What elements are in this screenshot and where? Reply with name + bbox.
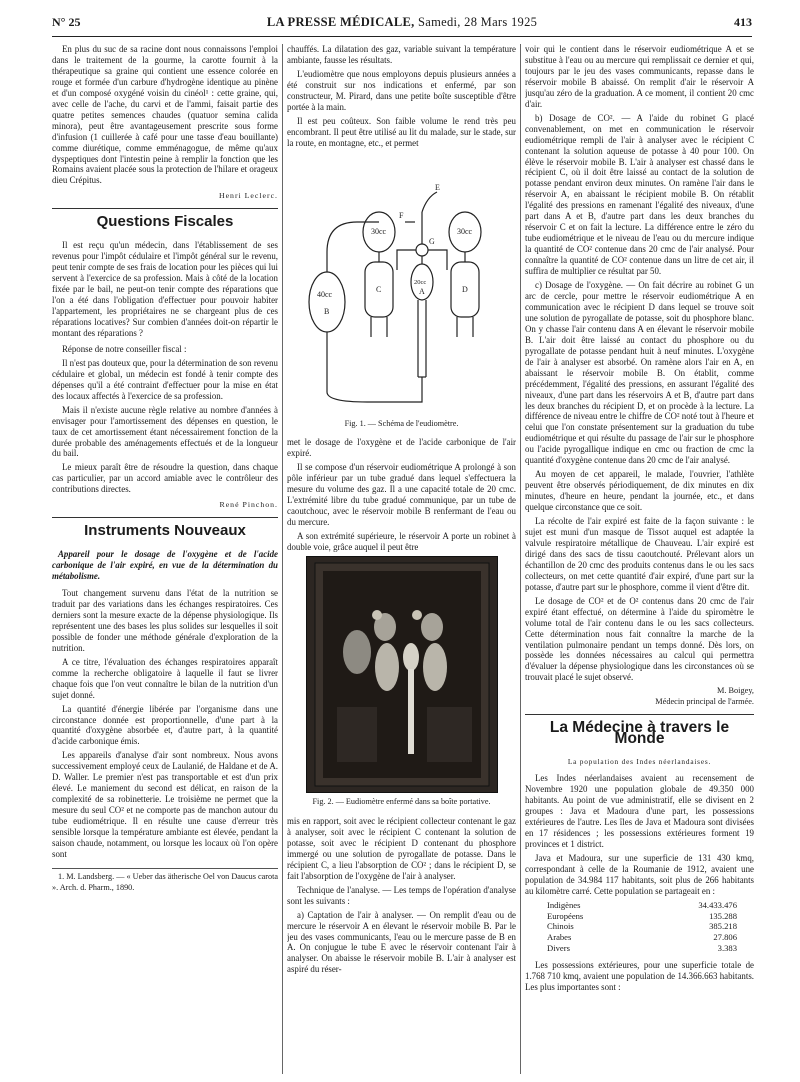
table-row <box>547 921 737 932</box>
figure-2-caption: Fig. 2. — Eudiomètre enfermé dans sa boîte portative. <box>312 797 491 807</box>
paragraph: Java et Madoura, sur une superficie de 131 430 kmq, correspondant à celle de la Roumanie de 1912, avaient une population de 34.984 117 habitants, soit plus de 266 habitants au kilomètre carré. Cette population se partageait en : <box>525 852 754 896</box>
footnote <box>52 868 278 894</box>
photo-graduated-tube <box>408 669 414 754</box>
journal-title: LA PRESSE MÉDICALE, <box>266 14 415 29</box>
reservoir-b <box>309 272 345 332</box>
column-1 <box>52 44 278 1076</box>
population-value: 3.383 <box>717 943 737 954</box>
section-rule <box>525 714 754 715</box>
footnote-text: 1. M. Landsberg. — « Ueber das ätherische Oel von Daucus carota ». Arch. d. Pharm., 1890. <box>52 871 278 892</box>
paragraph: voir qui le contient dans le réservoir eudiométrique A et se substitue à l'eau ou au mercure qui remplissait ce dernier et qui, toujours par le jeu des vases communicants, repasse dans le réservoir mobile B abaissé. On remplit d'air le réservoir A jusqu'au zéro de la graduation. A ce moment, il contient 20 cmc d'air. <box>525 44 754 109</box>
paragraph: Au moyen de cet appareil, le malade, l'ouvrier, l'athlète peuvent être observés périodiquement, de dix minutes en dix minutes, d'heure en heure, pendant la journée, etc., et dans quelque circonstance que ce soit. <box>525 469 754 513</box>
population-group: Divers <box>547 943 570 954</box>
column-divider <box>282 44 283 1074</box>
photo-reservoir-b <box>343 630 371 674</box>
photo-illustration <box>307 557 497 792</box>
label-f: F <box>399 210 404 220</box>
paragraph: chauffés. La dilatation des gaz, variable suivant la température ambiante, fausse les résultats. <box>287 44 516 65</box>
table-row <box>547 900 737 911</box>
paragraph: Le mieux paraît être de résoudre la question, dans chaque cas particulier, par un accord amiable avec le contrôleur des contributions directes. <box>52 462 278 495</box>
paragraph: Mais il n'existe aucune règle relative au nombre d'années à envisager pour l'amortissement des dépenses en question, le taux de cet amortissement étant nécessairement fonction de la durée probable des aménagements effectués et de la longueur du bail. <box>52 404 278 459</box>
paragraph: Les Indes néerlandaises avaient au recensement de Novembre 1920 une population globale de 49.350 000 habitants. Au point de vue administratif, elle se divisent en 2 groupes : Java et Madoura d'une part, les possessions extérieures de l'autre. Les îles de Java et Madoura sont divisées en 17 résidences ; les possessions extérieures forment 19 provinces et 1 district. <box>525 773 754 849</box>
label-c: C <box>376 284 382 294</box>
figure-1-caption: Fig. 1. — Schéma de l'eudiomètre. <box>344 418 459 428</box>
paragraph: Le dosage de CO² et de O² contenus dans 20 cmc de l'air expiré étant effectué, on détermine à l'aide du spiromètre le volume total de l'air contenu dans le ou les sacs collecteurs. Cette détermination nous fait connaître la marche de la ventilation pulmonaire pendant un temps donné. Dès lors, on possède les données nécessaires au calcul qui permettra d'évaluer la dépense physiologique dans les circonstances où se trouvait placé le sujet observé. <box>525 595 754 683</box>
eudiometer-schematic <box>287 152 516 412</box>
paragraph: met le dosage de l'oxygène et de l'acide carbonique de l'air expiré. <box>287 437 516 459</box>
receptacle-c-volume: 30cc <box>371 226 387 236</box>
subsection-heading: La population des Indes néerlandaises. <box>567 757 712 767</box>
paragraph: Les possessions extérieures, pour une superficie totale de 1.768 710 kmq, avaient une population de 14.366.663 habitants. Les plus importantes sont : <box>525 960 754 993</box>
page-number: 413 <box>734 14 752 29</box>
label-a: A <box>419 286 425 296</box>
article-subtitle: Appareil pour le dosage de l'oxygène et de l'acide carbonique de l'air expiré, en vue de la détermination du métabolisme. <box>52 549 278 582</box>
paragraph: L'eudiomètre que nous employons depuis plusieurs années a été construit sur nos indications et enfermé, par son constructeur, M. Pirard, dans une petite boîte susceptible d'être portée à la main. <box>287 68 516 112</box>
paragraph: La récolte de l'air expiré est faite de la façon suivante : le sujet est muni d'un masque de Tissot auquel est adaptée la valvule respiratoire métallique de Chauveau. L'air expiré est dirigé dans des sacs de tissu caoutchouté. Prélevant alors un échantillon de 20 cmc des produits contenus dans le ou les sacs collecteurs, on met cette quantité d'air expiré, d'une part sur la potasse, d'autre part sur le phosphore, comme il vient d'être dit. <box>525 516 754 592</box>
population-group: Indigènes <box>547 899 581 910</box>
stopcock-g <box>416 244 428 256</box>
reservoir-b-volume: 40cc <box>317 289 333 299</box>
population-value: 385.218 <box>709 921 737 932</box>
reply-heading: Réponse de notre conseiller fiscal : <box>62 343 187 354</box>
paragraph: En plus du suc de sa racine dont nous connaissons l'emploi dans le traitement de la gourme, la carotte fournit à la thérapeutique sa graine qui contient une essence colorée en rouge et formée d'un carbure d'hydrogène identique au pinène et d'un composé oxygéné voisin du cinéol¹ : cette graine, qui, avec celle de l'ache, du carvi et de l'ammi, faisait partie des quatre petites semences chaudes (quatuor semina calida minora), peut être avantageusement prescrite sous forme d'infusion (1 cuillerée à café pour une tasse d'eau bouillante) comme diurétique, comme emménagogue, de même qu'aux dyspeptiques dont l'intestin peine à remplir la fonction que les Romains avaient placée sous la protection de l'hilare et orageux dieu Crépitus. <box>52 44 278 186</box>
table-row <box>547 911 737 922</box>
paragraph: Il est reçu qu'un médecin, dans l'établissement de ses revenus pour l'impôt cédulaire et l'impôt général sur le revenu, peut tenir compte de ses frais de location pour les pièces qui lui servent à l'exercice de sa profession. Mais à côté de la location fixée par le bail, ne peut-on tenir compte des réparations que l'on a été dans l'obligation d'effectuer pour pouvoir habiter l'appartement, les propriétaires ne se chargeant plus de ces réparations locatives? Sur combien d'années doit-on répartir le montant des réparations ? <box>52 240 278 338</box>
issue-number: N° 25 <box>52 14 81 29</box>
table-row <box>547 932 737 943</box>
paragraph: A ce titre, l'évaluation des échanges respiratoires apparaît comme la recherche obligatoire à laquelle il faut se livrer chaque fois que l'on veut connaître le bilan de la nutrition d'un sujet donné. <box>52 656 278 700</box>
paragraph: Il est peu coûteux. Son faible volume le rend très peu encombrant. Il peut être utilisé au lit du malade, sur le stade, sur la route, en montagne, etc., et permet <box>287 115 516 148</box>
signature: Henri Leclerc. <box>218 191 278 201</box>
journal-masthead <box>267 15 537 30</box>
section-title-questions-fiscales: Questions Fiscales <box>96 213 234 231</box>
paragraph: Tout changement survenu dans l'état de la nutrition se traduit par des variations dans les échanges respiratoires. Ces derniers sont la mesure exacte de la dépense physiologique. Ils représentent une des bases les plus solides sur lesquelles il soit possible de fonder une méthode générale d'exploration de la nutrition. <box>52 588 278 653</box>
page-header <box>52 8 752 37</box>
signature: René Pinchon. <box>219 500 278 510</box>
paragraph: Il se compose d'un réservoir eudiométrique A prolongé à son pôle inférieur par un tube gradué dans lequel s'effectuera la mesure du volume des gaz. Il a une capacité totale de 20 cmc. L'extrémité libre du tube gradué communique, par un tube de caoutchouc, avec le réservoir mobile B renfermant de l'eau ou du mercure. <box>287 462 516 528</box>
column-2 <box>287 44 516 1076</box>
population-table <box>547 900 754 955</box>
label-g: G <box>429 236 435 246</box>
paragraph: b) Dosage de CO². — A l'aide du robinet G placé convenablement, on met en communication le réservoir eudiométrique rempli de l'air à analyser avec le récipient C contenant la solution aqueuse de potasse à 40 pour 100. On élève le réservoir mobile B. L'air à analyser est chassé dans le récipient C, où il doit être laissé au contact de la solution de potasse pendant environ deux minutes. On ramène l'air dans le réservoir A, en abaissant le récipient mobile B. On rétablit l'égalité des pressions en ramenant l'égalité des niveaux, d'une part dans A et B, d'autre part dans les deux branches du réservoir C et on fait la lecture. La différence entre le zéro du tube eudiométrique et le niveau de l'eau ou du mercure indique la quantité de CO² contenue dans 20 cmc de l'air analysé. Pour connaître la quantité de CO² contenue dans un litre de cet air, il suffira de multiplier ce résultat par 50. <box>525 112 754 277</box>
receptacle-d-volume: 30cc <box>457 226 473 236</box>
paragraph: Technique de l'analyse. — Les temps de l'opération d'analyse sont les suivants : <box>287 884 516 906</box>
column-divider <box>520 44 521 1074</box>
paragraph: Les appareils d'analyse d'air sont nombreux. Nous avons successivement employé ceux de Laulanié, de Haldane et de A. D. Waller. Le premier n'est pas transportable et est d'un prix élevé. Le maniement du second est délicat, en raison de la complexité de sa robinetterie. Le troisième ne permet que la mesure du seul CO² et ne comporte pas de manchon autour du tube eudiométrique. Il en résulte une cause d'erreur très sensible lorsque la température ambiante est élevée, pendant la saison chaude, notamment, ou lorsque les locaux où l'on opère sont <box>52 750 278 859</box>
paragraph: Il n'est pas douteux que, pour la détermination de son revenu cédulaire et global, un médecin est fondé à tenir compte des dépenses qu'il a été contraint d'effectuer pour la mise en état des locaux affectés à l'exercice de sa profession. <box>52 357 278 401</box>
population-group: Arabes <box>547 932 572 943</box>
paragraph: La quantité d'énergie libérée par l'organisme dans une circonstance donnée est proportionnelle, d'une part à la quantité d'oxygène absorbée et, d'autre part, à la quantité d'acide carbonique émis. <box>52 703 278 747</box>
section-title-medecine-monde: La Médecine à travers le Monde <box>549 719 730 748</box>
figure-2-photograph <box>287 556 516 793</box>
population-value: 135.288 <box>709 910 737 921</box>
paragraph: a) Captation de l'air à analyser. — On remplit d'eau ou de mercure le réservoir A en élevant le réservoir mobile B. Par le jeu des vases communicants, l'eau ou le mercure passe de B en A. On conjugue le tube E avec le réservoir contenant l'air à analyser. On abaisse le réservoir mobile B. L'air à analyser est aspiré du réser- <box>287 909 516 975</box>
label-e: E <box>435 182 440 192</box>
population-group: Européens <box>547 910 584 921</box>
label-b: B <box>324 306 330 316</box>
signature-name: M. Boigey, <box>716 686 754 696</box>
photo-receptacle-c <box>375 643 399 691</box>
population-value: 34.433.476 <box>698 899 737 910</box>
paragraph: A son extrémité supérieure, le réservoir A porte un robinet à double voie, grâce auquel il peut être <box>287 531 516 553</box>
column-3 <box>525 44 754 1076</box>
eudiometer-box-photo <box>306 556 498 793</box>
paragraph: c) Dosage de l'oxygène. — On fait décrire au robinet G un arc de cercle, pour mettre le réservoir eudiométrique A en communication avec le récipient D dans lequel se trouve soit une solution de pyrogallate de potasse, soit du phosphore blanc. On y chasse l'air contenu dans A en élevant le réservoir mobile B. L'air doit être laissé au contact du phosphore ou du pyrogallate de potasse pendant huit à neuf minutes. L'oxygène de l'air à analyser est absorbé. On ramène alors l'air en A, en abaissant le réservoir mobile B. On établit, comme précédemment, l'égalité des pressions, en assurant l'égalité des niveaux, d'une part dans les réservoirs A et B, d'autre part dans les deux branches du récipient D, et on procède à la lecture. La différence de niveau entre le chiffre de CO² noté tout à l'heure et celui que l'on constate présentement sur la graduation du tube eudiométrique et qui résulte du passage de l'air sur le phosphore ou l'acide pyrogallique indique en cmc ou fraction de cmc la quantité d'oxygène contenue dans 20 cmc de l'air analysé. <box>525 280 754 466</box>
issue-date: Samedi, 28 Mars 1925 <box>418 14 538 29</box>
population-group: Chinois <box>547 921 574 932</box>
signature-title: Médecin principal de l'armée. <box>655 697 754 707</box>
figure-1-eudiometer-diagram <box>287 152 516 415</box>
photo-receptacle-d <box>423 643 447 691</box>
paragraph: mis en rapport, soit avec le récipient collecteur contenant le gaz à analyser, soit avec le récipient C contenant la solution de potasse, soit avec le récipient D contenant du phosphore immergé ou une solution de pyrogallate de potasse. Dans le récipient C, a lieu l'absorption de CO² ; dans le récipient D, se fait l'absorption de l'oxygène de l'air à analyser. <box>287 815 516 881</box>
section-title-instruments-nouveaux: Instruments Nouveaux <box>84 522 246 540</box>
section-rule <box>52 208 278 209</box>
reservoir-a-volume: 20cc <box>414 278 427 286</box>
population-value: 27.806 <box>713 932 737 943</box>
table-row <box>547 943 737 954</box>
section-rule <box>52 517 278 518</box>
label-d: D <box>462 284 468 294</box>
